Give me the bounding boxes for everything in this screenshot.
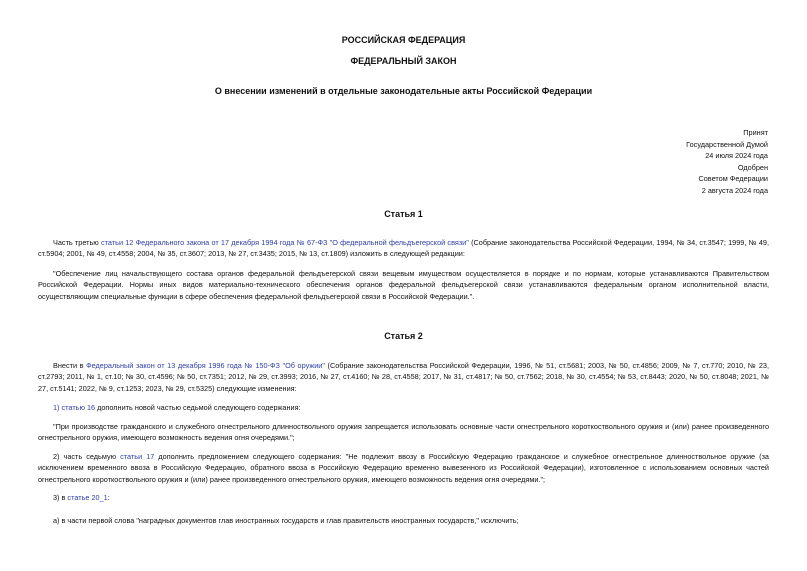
text-span: Часть третью <box>53 238 101 247</box>
approval-line: Одобрен <box>737 162 768 172</box>
item-1-quote: "При производстве гражданского и служебного огнестрельного длинноствольного оружия запрещается использовать основные части огнестрельного короткоствольного оружия и (или) ранее произведенного огнестрельного оружия, имеющего возможность ведения огня очередями."; <box>38 422 769 443</box>
adoption-line: 24 июля 2024 года <box>705 151 768 160</box>
text-span: Внести в <box>53 361 87 370</box>
adoption-line: Принят <box>743 128 768 137</box>
article-1-heading: Статья 1 <box>384 209 423 219</box>
text-span: (Собрание законодательства Российской Федерации, 1996, № 51, ст.5681; 2003, № 50, ст.4856; 2009, № 7, ст.770; 2010, № 23, ст.2793; 2011, № 1, ст.10; № 30, ст.4596; № 50, ст.7351; 2012, № 29, ст.3993; 2016, № 27, ст.4160; № 28, ст.4558; 2017, № 31, ст.4817; № 50, ст.7562; 2018, № 30, ст.4554; № 53, ст.8443; 2020, № 50, ст.8048; 2021, № 27, ст.5141; 2022, № 9, ст.1253; 2023, № 29, ст.5325) следующие изменения: <box>38 361 769 393</box>
article-link[interactable]: статьи 17 <box>120 452 155 461</box>
adoption-block <box>628 127 768 196</box>
text-span: дополнить предложением следующего содержания: "Не подлежит ввозу в Российскую Федерацию гражданское и служебное огнестрельное длинноствольное оружие (за исключением временного ввоза в Российскую Федерацию, обратного ввоза в Российскую Федерацию временно вывезенного из Российской Федерации), изготовленное с использованием основных частей огнестрельного короткоствольного оружия и (или) ранее произведенного огнестрельного оружия, имеющего возможность ведения огня очередями."; <box>38 452 769 484</box>
item-1 <box>38 402 769 413</box>
item-number: 1) <box>53 403 62 412</box>
article-link[interactable]: статье 20_1 <box>67 493 108 502</box>
text-span: 3) в <box>53 493 68 502</box>
law-link[interactable]: Федеральный закон от 13 декабря 1996 года № 150-ФЗ "Об оружии" <box>86 361 325 370</box>
item-3 <box>38 492 769 503</box>
adoption-line: Государственной Думой <box>686 139 768 149</box>
federation-heading: РОССИЙСКАЯ ФЕДЕРАЦИЯ <box>341 35 466 45</box>
text-span: дополнить новой частью седьмой следующего содержания: <box>95 403 301 412</box>
law-link[interactable]: статьи 12 Федерального закона от 17 декабря 1994 года № 67-ФЗ "О федеральной фельдъегерской связи" <box>101 238 469 247</box>
text-span: (Собрание законодательства Российской Федерации, 1994, № 34, ст.3547; 1999, № 49, ст.5904; 2001, № 49, ст.4558; 2004, № 35, ст.3607; 2013, № 27, ст.3435; 2015, № 13, ст.1809) изложить в следующей редакции: <box>38 238 769 259</box>
approval-line: 2 августа 2024 года <box>701 185 768 195</box>
article-1-paragraph <box>38 237 769 260</box>
text-span: : <box>107 493 110 502</box>
approval-line: Советом Федерации <box>698 174 768 183</box>
article-2-heading: Статья 2 <box>384 331 423 341</box>
law-type-heading: ФЕДЕРАЛЬНЫЙ ЗАКОН <box>350 56 457 66</box>
item-2 <box>38 451 769 485</box>
article-link[interactable]: статью 16 <box>61 403 96 412</box>
article-1-quote: "Обеспечение лиц начальствующего состава органов федеральной фельдъегерской связи вещевым имуществом осуществляется в порядке и по нормам, которые устанавливаются Правительством Российской Федерации. Нормы иных видов материально-технического обеспечения органов федеральной фельдъегерской связи устанавливаются федеральным органом исполнительной власти, осуществляющим специальные функции в сфере обеспечения федеральной фельдъегерской связи в Российской Федерации.". <box>38 269 769 301</box>
item-3a: а) в части первой слова "наградных документов глав иностранных государств и глав правительств иностранных государств," исключить; <box>53 516 519 525</box>
article-2-intro <box>38 360 769 394</box>
law-title: О внесении изменений в отдельные законодательные акты Российской Федерации <box>214 86 593 96</box>
text-span: 2) часть седьмую <box>53 452 121 461</box>
